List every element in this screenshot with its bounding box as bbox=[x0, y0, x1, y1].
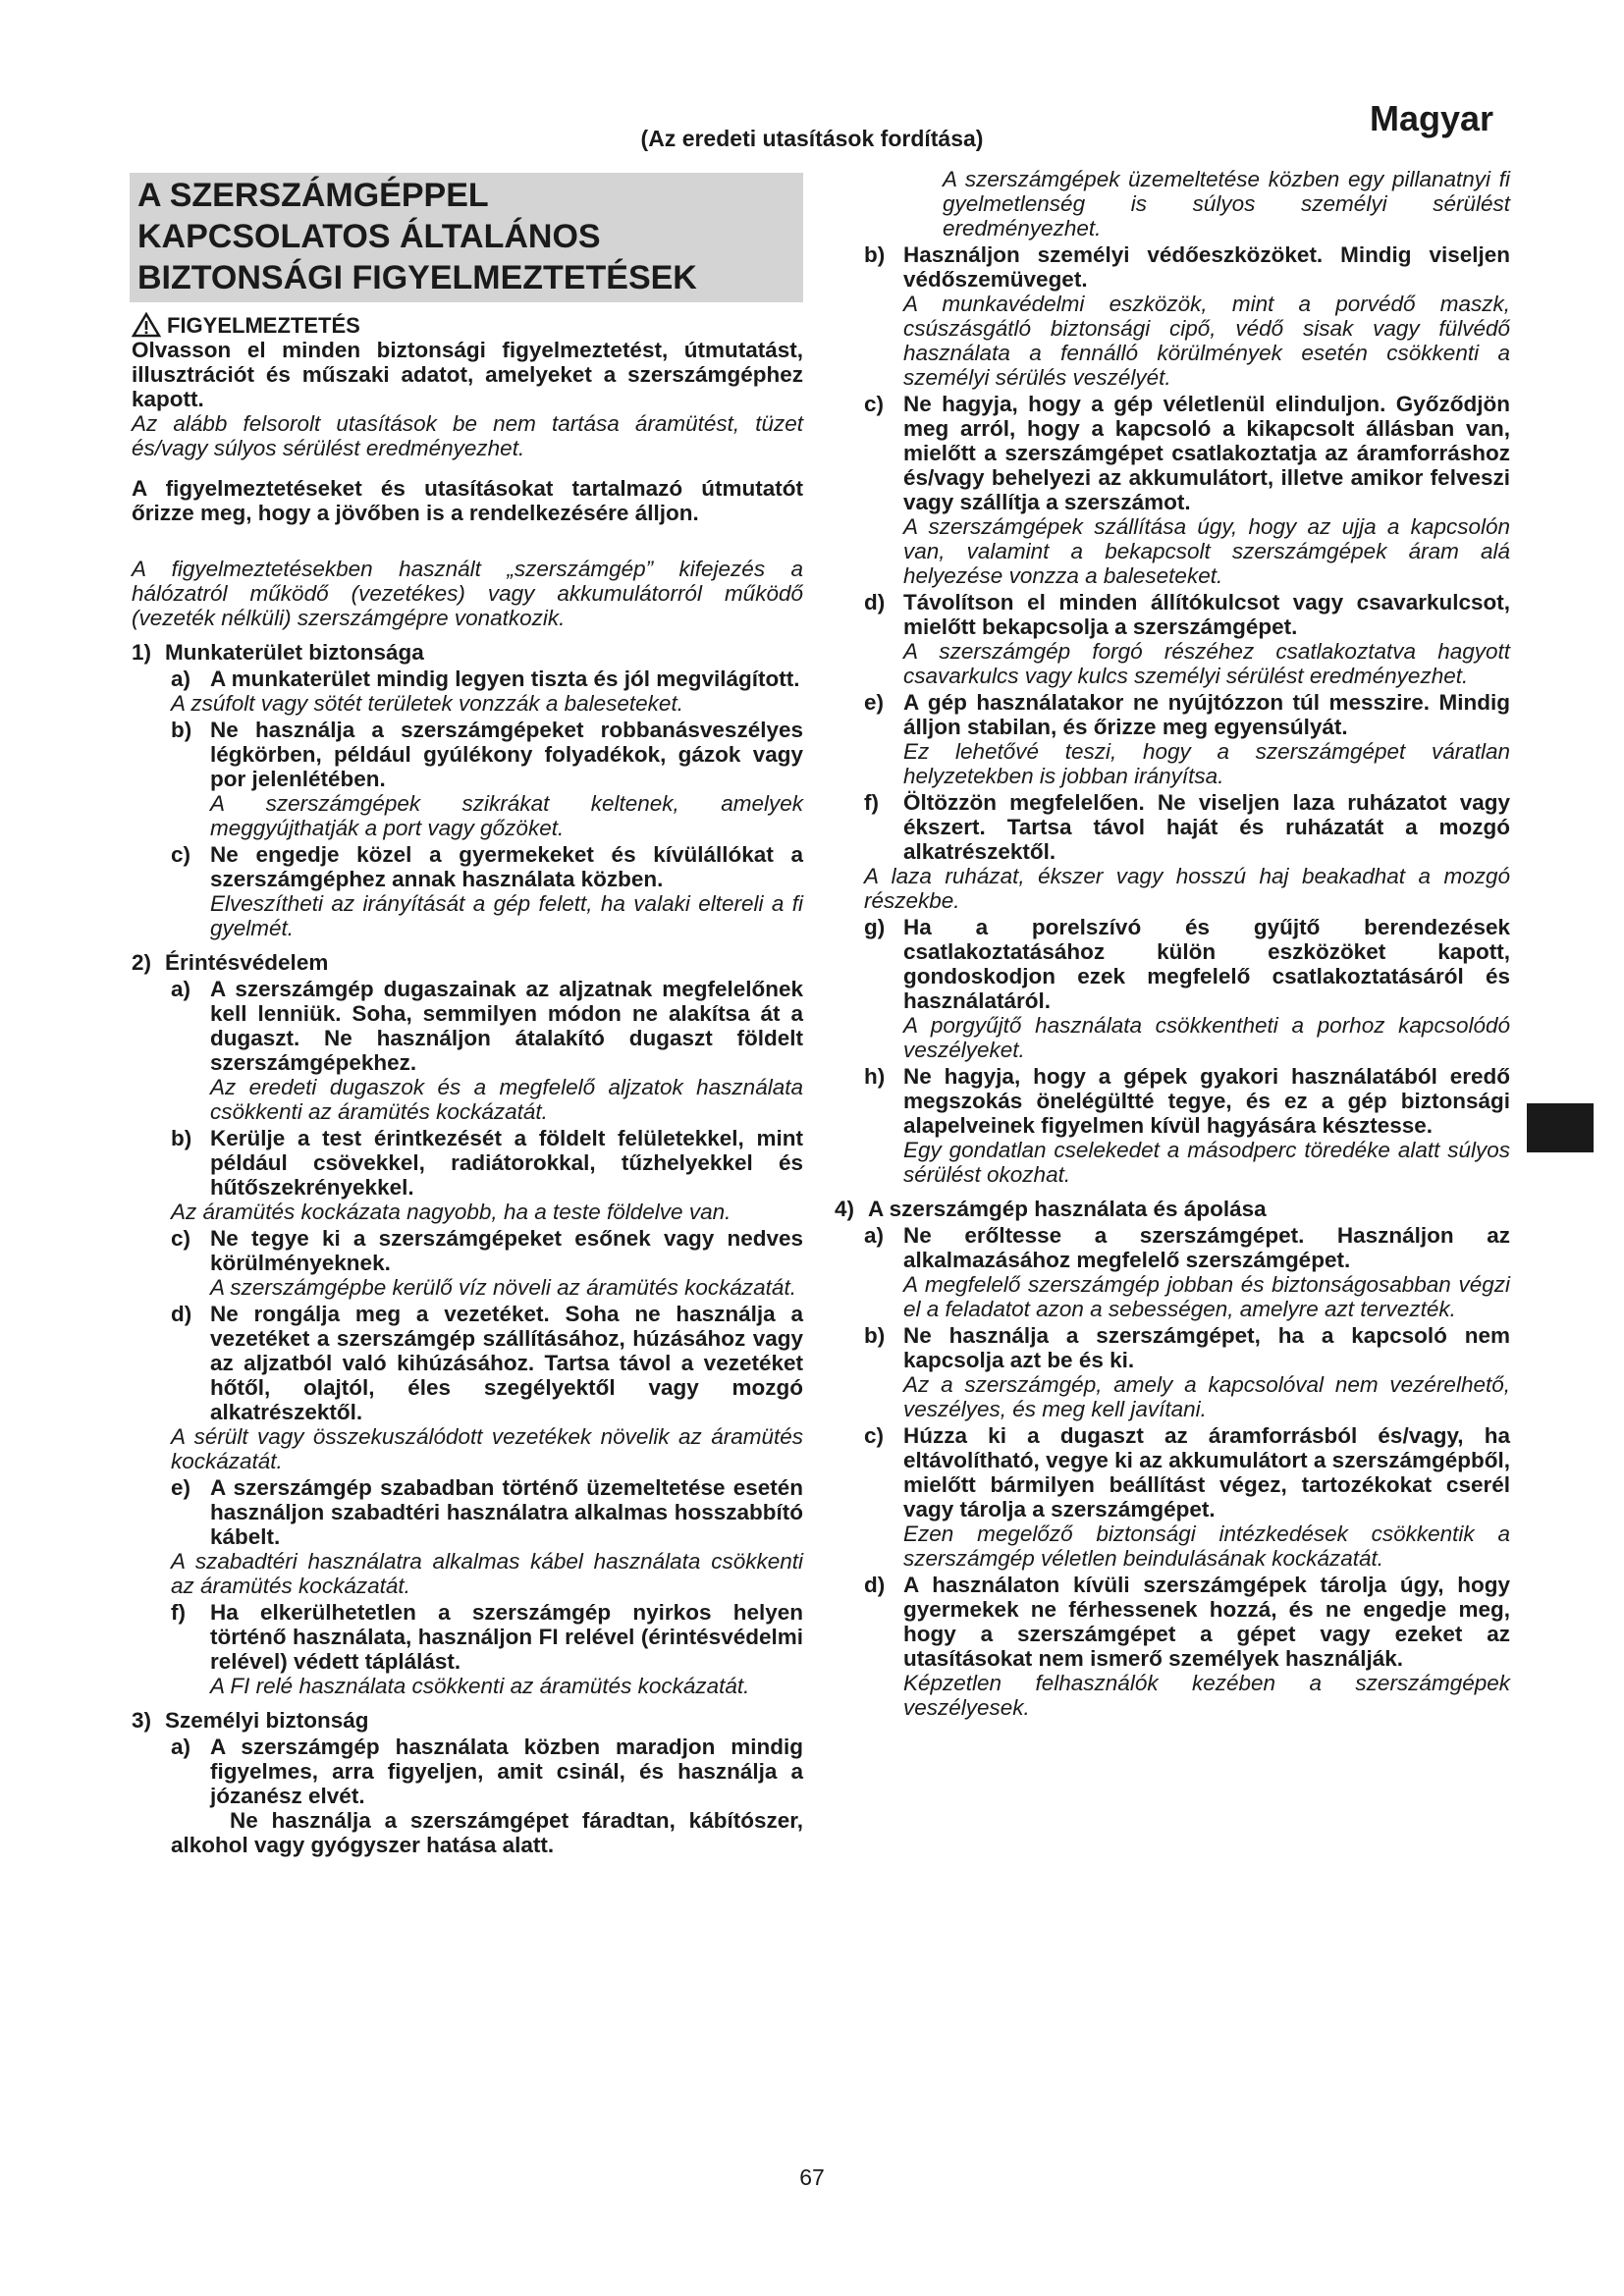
item-label: e) bbox=[864, 690, 885, 715]
item-label: f) bbox=[864, 790, 879, 815]
item-note: Egy gondatlan cselekedet a másodperc töredéke alatt súlyos sérülést okozhat. bbox=[903, 1138, 1510, 1187]
warning-heading bbox=[132, 312, 803, 338]
warning-triangle-icon bbox=[132, 312, 161, 338]
list-item bbox=[864, 1573, 1510, 1671]
title-line-2: KAPCSOLATOS ÁLTALÁNOS bbox=[137, 218, 601, 255]
item-label: a) bbox=[171, 977, 191, 1001]
item-text: Ne erőltesse a szerszámgépet. Használjon az alkalmazásához megfelelő szerszámgépet. bbox=[903, 1223, 1510, 1272]
list-item bbox=[864, 915, 1510, 1013]
list-item bbox=[171, 667, 803, 691]
item-note: Ezen megelőző biztonsági intézkedések csökkentik a szerszámgép véletlen beindulásának kockázatát. bbox=[903, 1522, 1510, 1571]
item-label: b) bbox=[171, 718, 192, 742]
chapter-tab-marker bbox=[1527, 1103, 1594, 1152]
list-item bbox=[171, 1226, 803, 1275]
item-text: Ne rongálja meg a vezetéket. Soha ne használja a vezetéket a szerszámgép szállításához, húzásához vagy az aljzatból való kihúzásához. Tartsa távol a vezetéket hőtől, olajtól, éles szegélyektől vagy mozgó alkatrészektől. bbox=[210, 1302, 803, 1424]
item-note: Ez lehetővé teszi, hogy a szerszámgépet váratlan helyzetekben is jobban irányítsa. bbox=[903, 739, 1510, 788]
item-text: Ha a porelszívó és gyűjtő berendezések csatlakoztatásához külön eszközöket kapott, gondoskodjon ezek megfelelő csatlakoztatásáról és használatáról. bbox=[903, 915, 1510, 1013]
item-note: A szerszámgépek szikrákat keltenek, amelyek meggyújthatják a port vagy gőzöket. bbox=[210, 791, 803, 840]
section-title: Munkaterület biztonsága bbox=[165, 640, 424, 665]
item-note: Képzetlen felhasználók kezében a szerszámgépek veszélyesek. bbox=[903, 1671, 1510, 1720]
section-number: 3) bbox=[132, 1708, 152, 1733]
item-label: d) bbox=[864, 590, 886, 614]
list-item bbox=[171, 718, 803, 791]
list-item bbox=[864, 1323, 1510, 1372]
list-item bbox=[864, 1423, 1510, 1522]
item-note: Az a szerszámgép, amely a kapcsolóval nem vezérelhető, veszélyes, és meg kell javítani. bbox=[903, 1372, 1510, 1421]
item-text: Ne használja a szerszámgépeket robbanásveszélyes légkörben, például gyúlékony folyadékok, gázok vagy por jelenlétében. bbox=[210, 718, 803, 791]
item-note: A porgyűjtő használata csökkentheti a porhoz kapcsolódó veszélyeket. bbox=[903, 1013, 1510, 1062]
section-title: Személyi biztonság bbox=[165, 1708, 369, 1733]
item-text: A használaton kívüli szerszámgépek tárolja úgy, hogy gyermekek ne férhessenek hozzá, és ne engedje meg, hogy a szerszámgépet a gépet vagy ezeket az utasításokat nem ismerő személyek használják. bbox=[903, 1573, 1510, 1671]
section-3-heading bbox=[132, 1708, 803, 1733]
item-note: A sérült vagy összekuszálódott vezetékek növelik az áramütés kockázatát. bbox=[171, 1424, 803, 1473]
language-label: Magyar bbox=[1370, 98, 1494, 138]
item-text: Ha elkerülhetetlen a szerszámgép nyirkos helyen történő használata, használjon FI relével (érintésvédelmi relével) védett táplálást. bbox=[210, 1600, 803, 1674]
item-label: b) bbox=[171, 1126, 192, 1150]
item-note: Az eredeti dugaszok és a megfelelő aljzatok használata csökkenti az áramütés kockázatát. bbox=[210, 1075, 803, 1124]
item-label: a) bbox=[864, 1223, 885, 1248]
item-label: h) bbox=[864, 1064, 886, 1089]
right-column bbox=[835, 167, 1510, 1720]
item-note: A zsúfolt vagy sötét területek vonzzák a baleseteket. bbox=[171, 691, 683, 716]
item-text: A munkaterület mindig legyen tiszta és jól megvilágított. bbox=[210, 667, 800, 691]
warning-italic-text: Az alább felsorolt utasítások be nem tartása áramütést, tüzet és/vagy súlyos sérülést eredményezhet. bbox=[132, 411, 803, 460]
item-label: c) bbox=[864, 392, 885, 416]
list-item bbox=[171, 842, 803, 891]
item-label: d) bbox=[171, 1302, 192, 1326]
section-number: 1) bbox=[132, 640, 152, 665]
item-label: b) bbox=[864, 1323, 886, 1348]
item-text: Ne hagyja, hogy a gép véletlenül elinduljon. Győződjön meg arról, hogy a kapcsoló a kikapcsolt állásban van, mielőtt a szerszámgépet csatlakoztatja az áramforráshoz és/vagy behelyezi az akkumulátort, illetve amikor felveszi vagy szállítja a szerszámot. bbox=[903, 392, 1510, 514]
list-item bbox=[171, 1475, 803, 1549]
item-note: Elveszítheti az irányítását a gép felett, ha valaki eltereli a fi gyelmét. bbox=[210, 891, 803, 940]
item-note: A szerszámgépek szállítása úgy, hogy az ujja a kapcsolón van, valamint a bekapcsolt szerszámgépek áram alá helyezése vonzza a baleseteket. bbox=[903, 514, 1510, 588]
item-label: c) bbox=[171, 1226, 191, 1251]
item-note: A szabadtéri használatra alkalmas kábel használata csökkenti az áramütés kockázatát. bbox=[171, 1549, 803, 1598]
item-label: a) bbox=[171, 1735, 191, 1759]
item-text: Használjon személyi védőeszközöket. Mindig viseljen védőszemüveget. bbox=[903, 242, 1510, 292]
item-note: A FI relé használata csökkenti az áramütés kockázatát. bbox=[210, 1674, 750, 1698]
item-text: A szerszámgép szabadban történő üzemeltetése esetén használjon szabadtéri használatra alkalmas hosszabbító kábelt. bbox=[210, 1475, 803, 1549]
item-note: A megfelelő szerszámgép jobban és biztonságosabban végzi el a feladatot azon a sebességen, amelyre azt tervezték. bbox=[903, 1272, 1510, 1321]
left-column bbox=[132, 312, 803, 1857]
item-note: A szerszámgépbe kerülő víz növeli az áramütés kockázatát. bbox=[210, 1275, 796, 1300]
list-item bbox=[864, 242, 1510, 292]
item-label: b) bbox=[864, 242, 886, 267]
keep-instructions-text: A figyelmeztetéseket és utasításokat tartalmazó útmutatót őrizze meg, hogy a jövőben is a rendelkezésére álljon. bbox=[132, 476, 803, 525]
section-4-heading bbox=[835, 1197, 1510, 1221]
definition-text: A figyelmeztetésekben használt „szerszámgép” kifejezés a hálózatról működő (vezetékes) vagy akkumulátorról működő (vezeték nélküli) szerszámgépre vonatkozik. bbox=[132, 557, 803, 630]
translation-note: (Az eredeti utasítások fordítása) bbox=[640, 126, 984, 151]
section-title-box bbox=[130, 173, 803, 302]
list-item bbox=[864, 1223, 1510, 1272]
title-line-1: A SZERSZÁMGÉPPEL bbox=[137, 177, 489, 214]
item-text: Húzza ki a dugaszt az áramforrásból és/vagy, ha eltávolítható, vegye ki az akkumulátort a szerszámgépből, mielőtt bármilyen beállítást végez, tartozékokat cserél vagy tárolja a szerszámgépet. bbox=[903, 1423, 1510, 1522]
item-label: g) bbox=[864, 915, 886, 939]
list-item bbox=[864, 392, 1510, 514]
section-number: 2) bbox=[132, 950, 152, 975]
list-item bbox=[171, 1126, 803, 1200]
item-text: Ne engedje közel a gyermekeket és kívülállókat a szerszámgéphez annak használata közben. bbox=[210, 842, 803, 891]
page-number: 67 bbox=[799, 2164, 825, 2190]
warning-bold-text: Olvasson el minden biztonsági figyelmeztetést, útmutatást, illusztrációt és műszaki adatot, amelyeket a szerszámgéphez kapott. bbox=[132, 338, 803, 411]
item-label: c) bbox=[864, 1423, 885, 1448]
item-note: A szerszámgép forgó részéhez csatlakoztatva hagyott csavarkulcs vagy kulcs személyi sérülést eredményezhet. bbox=[903, 639, 1510, 688]
section-title: Érintésvédelem bbox=[165, 950, 329, 975]
item-text: Ne használja a szerszámgépet, ha a kapcsoló nem kapcsolja azt be és ki. bbox=[903, 1323, 1510, 1372]
section-number: 4) bbox=[835, 1197, 855, 1221]
list-item bbox=[864, 790, 1510, 864]
item-label: f) bbox=[171, 1600, 186, 1625]
list-item bbox=[864, 690, 1510, 739]
warning-heading-text: FIGYELMEZTETÉS bbox=[167, 312, 360, 338]
item-label: a) bbox=[171, 667, 191, 691]
section-title: A szerszámgép használata és ápolása bbox=[868, 1197, 1267, 1221]
list-item bbox=[864, 1064, 1510, 1138]
list-item bbox=[171, 1302, 803, 1424]
item-label: e) bbox=[171, 1475, 191, 1500]
item-extra-text: Ne használja a szerszámgépet fáradtan, kábítószer, alkohol vagy gyógyszer hatása alatt. bbox=[171, 1808, 803, 1857]
item-label: c) bbox=[171, 842, 191, 867]
section-2-heading bbox=[132, 950, 803, 975]
item-note: A laza ruházat, ékszer vagy hosszú haj beakadhat a mozgó részekbe. bbox=[864, 864, 1510, 913]
section-1-heading bbox=[132, 640, 803, 665]
item-text: A gép használatakor ne nyújtózzon túl messzire. Mindig álljon stabilan, és őrizze meg egyensúlyát. bbox=[903, 690, 1510, 739]
item-note: A munkavédelmi eszközök, mint a porvédő maszk, csúszásgátló biztonsági cipő, védő sisak vagy fülvédő használata a fennálló körülmények esetén csökkenti a személyi sérülés veszélyét. bbox=[903, 292, 1510, 390]
item-text: A szerszámgép használata közben maradjon mindig figyelmes, arra figyeljen, amit csinál, és használja a józanész elvét. bbox=[210, 1735, 803, 1808]
item-text: Ne tegye ki a szerszámgépeket esőnek vagy nedves körülményeknek. bbox=[210, 1226, 803, 1275]
list-item bbox=[171, 977, 803, 1075]
list-item bbox=[864, 590, 1510, 639]
item-note: A szerszámgépek üzemeltetése közben egy pillanatnyi fi gyelmetlenség is súlyos személyi sérülést eredményezhet. bbox=[943, 167, 1510, 240]
item-text: A szerszámgép dugaszainak az aljzatnak megfelelőnek kell lenniük. Soha, semmilyen módon ne alakítsa át a dugaszt. Ne használjon átalakító dugaszt földelt szerszámgépekhez. bbox=[210, 977, 803, 1075]
item-text: Távolítson el minden állítókulcsot vagy csavarkulcsot, mielőtt bekapcsolja a szerszámgépet. bbox=[903, 590, 1510, 639]
list-item bbox=[171, 1735, 803, 1808]
item-text: Öltözzön megfelelően. Ne viseljen laza ruházatot vagy ékszert. Tartsa távol haját és ruházatát a mozgó alkatrészektől. bbox=[903, 790, 1510, 864]
item-note: Az áramütés kockázata nagyobb, ha a teste földelve van. bbox=[171, 1200, 731, 1224]
item-label: d) bbox=[864, 1573, 886, 1597]
item-text: Ne hagyja, hogy a gépek gyakori használatából eredő megszokás önelégültté tegye, és ez a gép biztonsági alapelveinek figyelmen kívül hagyására késztesse. bbox=[903, 1064, 1510, 1138]
list-item bbox=[171, 1600, 803, 1674]
item-text: Kerülje a test érintkezését a földelt felületekkel, mint például csövekkel, radiátorokkal, tűzhelyekkel és hűtőszekrényekkel. bbox=[210, 1126, 803, 1200]
title-line-3: BIZTONSÁGI FIGYELMEZTETÉSEK bbox=[137, 259, 697, 296]
